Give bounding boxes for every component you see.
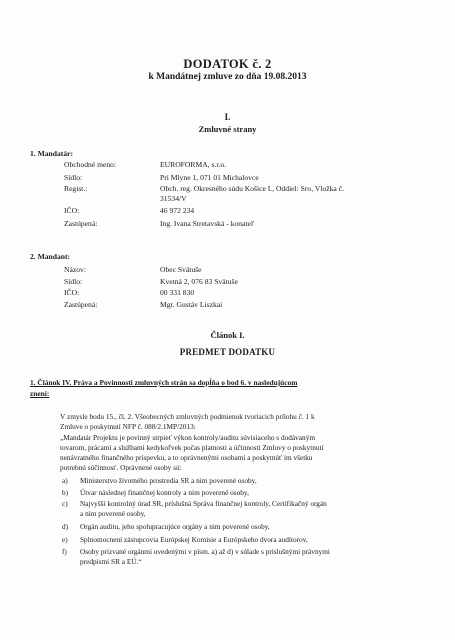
mandatar-label: Sídlo:	[64, 173, 83, 182]
mandatar-value: 31534/V	[160, 194, 187, 203]
list-item: Splnomocnení zástupcovia Európskej Komisie a Európskeho dvora audítorov,	[80, 535, 308, 544]
mandant-value: Mgr. Gustáv Liszkai	[160, 300, 223, 309]
clause-heading: 1. Článok IV. Práva a Povinnosti zmluvných strán sa dopĺňa o bod 6. v nasledujúcom	[30, 378, 298, 387]
list-item-marker: c)	[62, 499, 68, 508]
list-item: Najvyšší kontrolný úrad SR, príslušná Správa finančnej kontroly, Certifikačný orgán	[80, 499, 327, 508]
mandatar-value: Obch. reg. Okresného súdu Košice I., Oddiel: Sro, Vložka č.	[160, 184, 344, 193]
list-item-continued: predpismi SR a EÚ.“	[80, 557, 142, 566]
list-item: Útvar následnej finančnej kontroly a nim poverené osoby,	[80, 488, 249, 497]
article-label: Článok I.	[210, 330, 245, 340]
mandant-label: Sídlo:	[64, 277, 83, 286]
list-item: Orgán auditu, jeho spolupracujúce orgány a nim poverené osoby,	[80, 522, 270, 531]
document-subtitle: k Mandátnej zmluve zo dňa 19.08.2013	[148, 72, 307, 82]
list-item: Osoby prizvané orgánmi uvedenými v písm. a) až d) v súlade s príslušnými právnymi	[80, 547, 330, 556]
mandant-label: Zastúpená:	[64, 300, 98, 309]
mandatar-heading: 1. Mandatár:	[30, 149, 74, 158]
list-item-marker: a)	[62, 476, 68, 485]
mandant-value: Kvetná 2, 076 83 Svätuše	[160, 277, 238, 286]
mandant-value: Obec Svätuše	[160, 265, 202, 274]
mandant-label: Názov:	[64, 265, 86, 274]
list-item-marker: e)	[62, 535, 68, 544]
quote-line: nenávratného finančného príspevku, a to oprávnenými osobami a poskytnúť im všetku	[60, 453, 313, 462]
section-title: Zmluvné strany	[198, 124, 257, 134]
clause-intro: V zmysle bodu 15., čl. 2. Všeobecných zmluvných podmienok tvoriacich prílohu č. 1 k	[60, 412, 315, 421]
document-title: DODATOK č. 2	[183, 57, 272, 71]
article-title: PREDMET DODATKU	[179, 347, 276, 357]
quote-line: „Mandatár Projektu je povinný strpieť výkon kontroly/auditu súvisiaceho s dodávaným	[60, 433, 316, 442]
mandatar-label: Zastúpená:	[64, 219, 98, 228]
mandant-label: IČO:	[64, 288, 80, 297]
list-item-marker: f)	[62, 547, 67, 556]
mandant-heading: 2. Mandant:	[30, 252, 71, 261]
list-item-marker: b)	[62, 488, 69, 497]
mandant-value: 00 331 830	[160, 288, 195, 297]
clause-intro-continued: Zmluve o poskytnutí NFP č. 088/2.1MP/2013:	[60, 422, 196, 431]
list-item: Ministerstvo životného prostredia SR a nim poverené osoby,	[80, 476, 257, 485]
mandatar-value: EUROFORMA, s.r.o.	[160, 160, 227, 169]
list-item-marker: d)	[62, 522, 69, 531]
mandatar-label: Obchodné meno:	[64, 160, 117, 169]
mandatar-value: Pri Mlyne 1, 071 01 Michalovce	[160, 173, 259, 182]
clause-heading-continued: znení:	[30, 389, 50, 398]
section-number: I.	[224, 112, 231, 122]
list-item-continued: a nim poverené osoby,	[80, 509, 146, 518]
mandatar-value: 46 972 234	[160, 206, 195, 215]
quote-line: tovarom, prácami a službami kedykoľvek počas platnosti a účinnosti Zmluvy o poskytnutí	[60, 443, 324, 452]
mandatar-label: Regist.:	[64, 184, 88, 193]
quote-line: potrebnú súčinnosť. Oprávnené osoby sú:	[60, 463, 182, 472]
mandatar-value: Ing. Ivana Stretavská - konateľ	[160, 219, 254, 228]
mandatar-label: IČO:	[64, 206, 80, 215]
